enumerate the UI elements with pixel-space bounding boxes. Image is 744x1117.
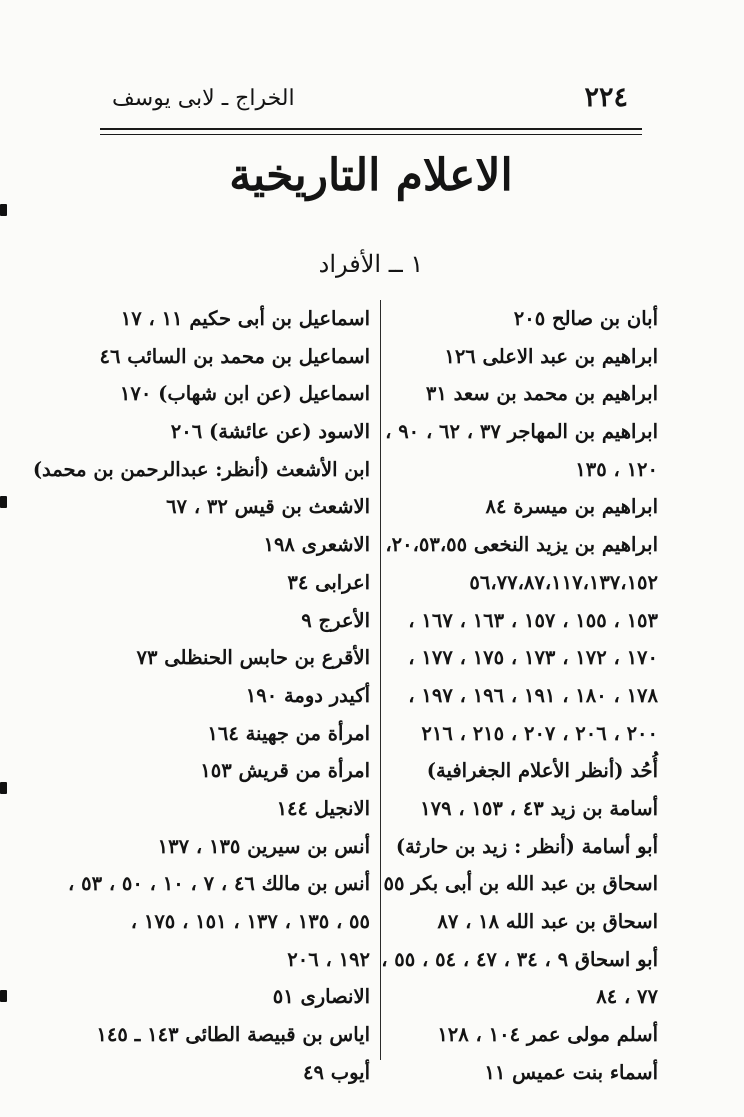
- index-entry: امرأة من قريش ١٥٣: [200, 759, 370, 783]
- page-number: ٢٢٤: [584, 82, 628, 113]
- index-entry: الأعرج ٩: [301, 608, 370, 632]
- index-entry: الأقرع بن حابس الحنظلى ٧٣: [136, 646, 370, 670]
- index-entry: ابراهيم بن يزيد النخعى ٢٠،٥٣،٥٥،: [385, 533, 658, 557]
- index-entry: ابراهيم بن عبد الاعلى ١٢٦: [444, 344, 658, 368]
- index-entry: ٧٧ ، ٨٤: [596, 985, 658, 1009]
- index-entry: أبان بن صالح ٢٠٥: [513, 307, 658, 330]
- section-heading: ١ ــ الأفراد: [318, 250, 424, 278]
- index-entry: أيوب ٤٩: [302, 1060, 370, 1084]
- index-entry: الانجيل ١٤٤: [276, 796, 370, 820]
- index-entry: اسحاق بن عبد الله بن أبى بكر ٥٥: [383, 872, 658, 896]
- index-entry: اسماعيل بن محمد بن السائب ٤٦: [99, 344, 370, 368]
- index-column-right: [358, 300, 658, 1091]
- index-entry: امرأة من جهينة ١٦٤: [207, 721, 370, 745]
- index-entry: الاسود (عن عائشة) ٢٠٦: [170, 420, 370, 444]
- index-column-left: [32, 300, 370, 1091]
- index-entry: اسحاق بن عبد الله ١٨ ، ٨٧: [437, 910, 658, 933]
- index-entry: الانصارى ٥١: [272, 985, 370, 1009]
- index-entry: ابراهيم بن ميسرة ٨٤: [485, 495, 658, 519]
- index-entry: أُحُد (أنظر الأعلام الجغرافية): [426, 759, 658, 783]
- scan-edge-mark: [0, 782, 7, 794]
- scan-edge-mark: [0, 496, 7, 508]
- index-entry: ابن الأشعث (أنظر: عبدالرحمن بن محمد): [32, 457, 370, 481]
- scan-edge-mark: [0, 990, 7, 1002]
- index-entry: أبو اسحاق ٩ ، ٣٤ ، ٤٧ ، ٥٤ ، ٥٥ ،: [381, 947, 658, 971]
- running-title: الخراج ـ لابى يوسف: [112, 86, 295, 111]
- index-entry: أبو أسامة (أنظر : زيد بن حارثة): [395, 834, 658, 858]
- index-entry: ابراهيم بن المهاجر ٣٧ ، ٦٢ ، ٩٠ ،: [385, 420, 658, 444]
- index-entry: ٥٥ ، ١٣٥ ، ١٣٧ ، ١٥١ ، ١٧٥ ،: [130, 910, 370, 933]
- index-entry: ١٧٨ ، ١٨٠ ، ١٩١ ، ١٩٦ ، ١٩٧ ،: [408, 683, 658, 707]
- scan-edge-mark: [0, 204, 7, 216]
- index-entry: اياس بن قبيصة الطائى ١٤٣ ـ ١٤٥: [96, 1023, 370, 1047]
- index-entry: ٢٠٠ ، ٢٠٦ ، ٢٠٧ ، ٢١٥ ، ٢١٦: [421, 721, 658, 745]
- index-entry: ١٧٠ ، ١٧٢ ، ١٧٣ ، ١٧٥ ، ١٧٧ ،: [408, 646, 658, 670]
- index-entry: أسامة بن زيد ٤٣ ، ١٥٣ ، ١٧٩: [420, 796, 658, 820]
- index-entry: الاشعرى ١٩٨: [263, 533, 370, 557]
- header-rule-thin: [100, 134, 642, 135]
- index-entry: أسماء بنت عميس ١١: [484, 1060, 658, 1084]
- running-header: [100, 82, 640, 118]
- index-entry: الاشعث بن قيس ٣٢ ، ٦٧: [166, 495, 370, 519]
- index-entry: أكيدر دومة ١٩٠: [245, 683, 370, 707]
- index-entry: ١٥٣ ، ١٥٥ ، ١٥٧ ، ١٦٣ ، ١٦٧ ،: [408, 608, 658, 632]
- index-entry: اسماعيل بن أبى حكيم ١١ ، ١٧: [120, 307, 370, 330]
- index-entry: ١٢٠ ، ١٣٥: [575, 457, 658, 481]
- index-entry: اسماعيل (عن ابن شهاب) ١٧٠: [119, 382, 370, 406]
- index-entry: ابراهيم بن محمد بن سعد ٣١: [425, 382, 658, 406]
- index-entry: ٥٦،٧٧،٨٧،١١٧،١٣٧،١٥٢: [469, 570, 658, 594]
- header-rule-thick: [100, 128, 642, 130]
- index-entry: أسلم مولى عمر ١٠٤ ، ١٢٨: [437, 1023, 658, 1047]
- index-entry: اعرابى ٣٤: [287, 570, 370, 594]
- index-entry: أنس بن مالك ٤٦ ، ٧ ، ١٠ ، ٥٠ ، ٥٣ ،: [68, 872, 370, 896]
- page-title: الاعلام التاريخية: [229, 150, 513, 201]
- index-entry: أنس بن سيرين ١٣٥ ، ١٣٧: [157, 834, 370, 858]
- index-entry: ١٩٢ ، ٢٠٦: [287, 947, 370, 971]
